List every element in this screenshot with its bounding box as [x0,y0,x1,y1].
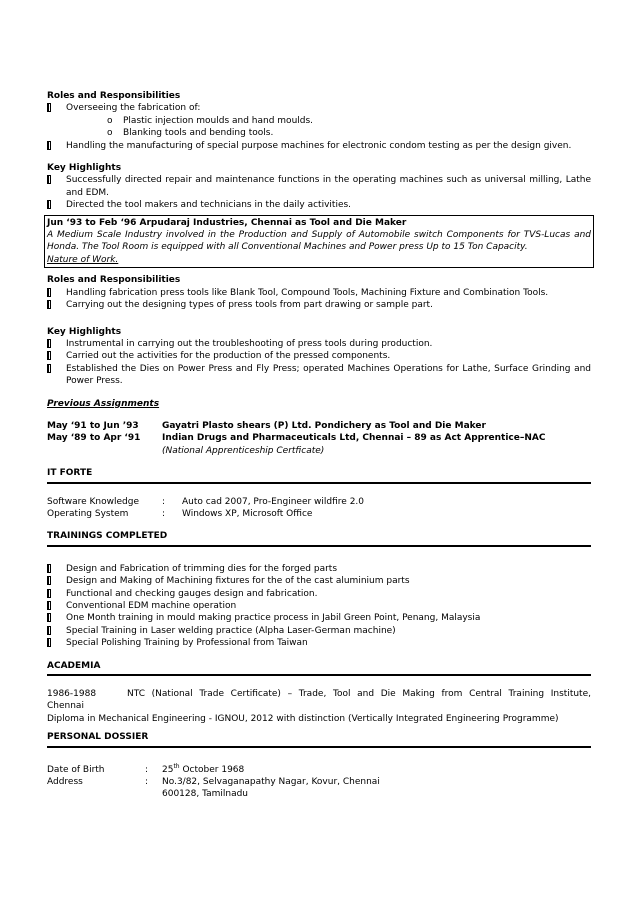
bullet-icon [47,564,51,573]
address-label: Address [47,777,83,788]
address-row [47,776,591,801]
academia-row [47,688,591,700]
training-item: Special Training in Laser welding practice (Alpha Laser-German machine) [47,625,591,637]
address-value: No.3/82, Selvaganapathy Nagar, Kovur, Chennai 600128, Tamilnadu [162,777,380,800]
bullet-icon [47,141,51,150]
assignment-text: Gayatri Plasto shears (P) Ltd. Pondichery as Tool and Die Maker [162,420,486,431]
bullet-icon [47,638,51,647]
job-box [44,215,594,269]
assignment-period: May ‘89 to Apr ‘91 [47,433,141,444]
assignment-period: May ‘91 to Jun ’93 [47,420,139,431]
roles-heading: Roles and Responsibilities [47,275,181,286]
nature-of-work: Nature of Work. [47,254,119,265]
academia-heading: ACADEMIA [47,660,591,676]
job-title: Jun ‘93 to Feb ‘96 Arpudaraj Industries, Chennai as Tool and Die Maker [47,217,407,228]
bullet-icon [47,288,51,297]
trainings-heading: TRAININGS COMPLETED [47,530,591,546]
bullet-icon [47,601,51,610]
address-sep: : [145,777,149,788]
assignment-text: Indian Drugs and Pharmaceuticals Ltd, Chennai – 89 as Act Apprentice–NAC [162,433,546,444]
list-item: Handling fabrication press tools like Blank Tool, Compound Tools, Machining Fixture and Combination Tools. [47,287,591,299]
assignment-row [47,420,591,432]
list-item: Carried out the activities for the production of the pressed components. [47,350,591,362]
bullet-icon [47,364,51,373]
list-item: Overseeing the fabrication of: [47,102,591,114]
job-description: A Medium Scale Industry involved in the Production and Supply of Automobile switch Components for TVS-Lucas and Honda. The Tool Room is equipped with all Conventional Machines and Power press Up to 15 Ton Capacity. [47,230,591,253]
dob-value: 25th October 1968 [162,762,245,775]
bullet-icon [47,613,51,622]
bullet-icon [47,339,51,348]
previous-assignments-heading: Previous Assignments [47,398,160,409]
list-item: Instrumental in carrying out the troubleshooting of press tools during production. [47,338,591,350]
it-value: Auto cad 2007, Pro-Engineer wildfire 2.0 [182,496,365,507]
dob-row [47,764,591,776]
it-sep: : [162,508,166,519]
sub-list-item: o Plastic injection moulds and hand moulds. [107,115,314,126]
list-item: Established the Dies on Power Press and Fly Press; operated Machines Operations for Lathe, Surface Grinding and Power Press. [47,363,591,388]
roles-heading: Roles and Responsibilities [47,91,181,101]
it-sep: : [162,496,166,507]
bullet-icon [47,351,51,360]
assignment-row [47,432,591,444]
apprenticeship-note: (National Apprenticeship Certficate) [162,445,325,456]
academia-year: 1986-1988 [47,689,97,700]
training-item: Special Polishing Training by Professional from Taiwan [47,637,591,649]
bullet-icon [47,589,51,598]
personal-dossier-heading: PERSONAL DOSSIER [47,731,591,747]
training-item: One Month training in mould making practice process in Jabil Green Point, Penang, Malaysia [47,612,591,624]
bullet-icon [47,175,51,184]
it-row [47,496,591,508]
bullet-icon [47,103,51,112]
list-item: Directed the tool makers and technicians in the daily activities. [47,199,591,211]
highlights-heading: Key Highlights [47,326,122,337]
resume-page [47,90,591,801]
circle-bullet-icon: o [107,115,113,126]
dob-label: Date of Birth [47,764,105,775]
academia-cont: Chennai [47,701,84,712]
it-value: Windows XP, Microsoft Office [182,508,313,519]
training-item: Conventional EDM machine operation [47,600,591,612]
training-item: Design and Making of Machining fixtures for the of the cast aluminium parts [47,575,591,587]
sub-list-item: o Blanking tools and bending tools. [107,128,274,139]
it-row [47,508,591,520]
circle-bullet-icon: o [107,128,113,139]
bullet-icon [47,576,51,585]
training-item: Functional and checking gauges design and fabrication. [47,588,591,600]
it-label: Operating System [47,508,129,519]
bullet-icon [47,200,51,209]
it-forte-heading: IT FORTE [47,467,591,483]
list-item: Successfully directed repair and maintenance functions in the operating machines such as universal milling, Lathe and EDM. [47,174,591,199]
academia-diploma: Diploma in Mechanical Engineering - IGNOU, 2012 with distinction (Vertically Integrated Engineering Programme) [47,713,559,724]
academia-text: NTC (National Trade Certificate) – Trade, Tool and Die Making from Central Training Institute, [127,689,591,700]
training-item: Design and Fabrication of trimming dies for the forged parts [47,563,591,575]
list-item: Handling the manufacturing of special purpose machines for electronic condom testing as per the design given. [47,140,591,152]
bullet-icon [47,300,51,309]
bullet-icon [47,626,51,635]
list-item: Carrying out the designing types of press tools from part drawing or sample part. [47,299,591,311]
highlights-heading: Key Highlights [47,163,122,174]
dob-sep: : [145,764,149,775]
it-label: Software Knowledge [47,496,140,507]
